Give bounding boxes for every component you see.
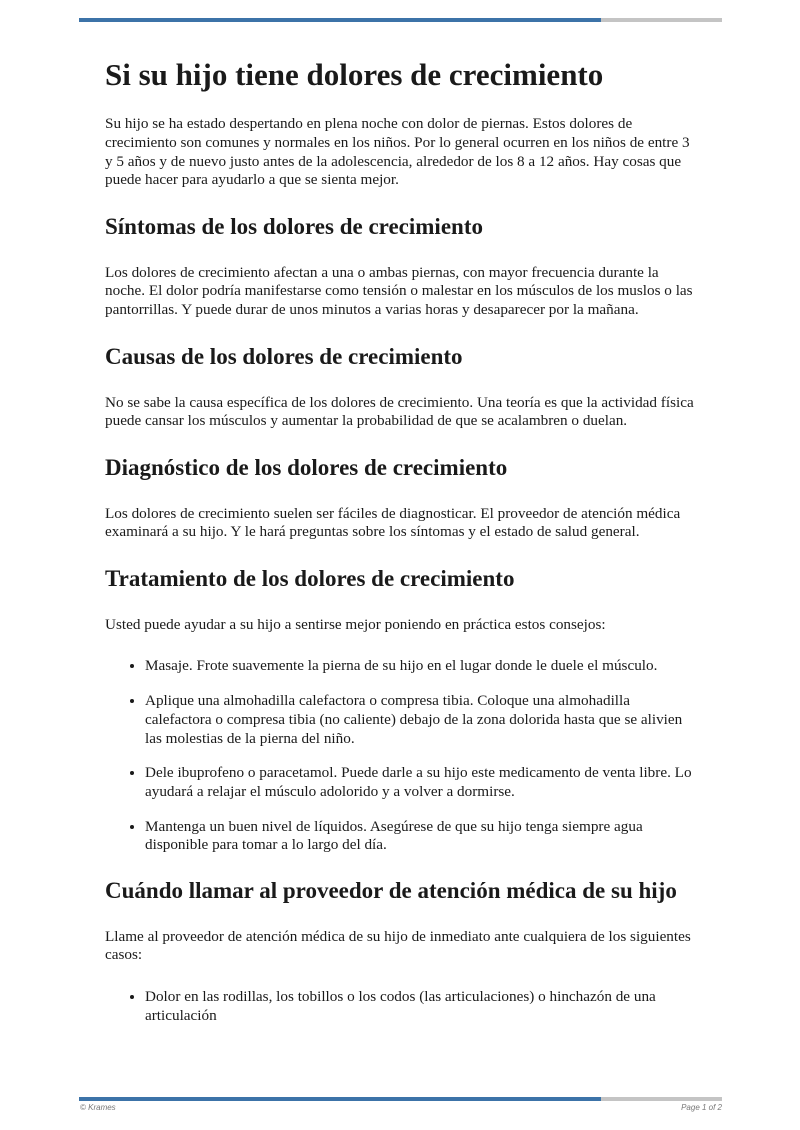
- list-item: • Masaje. Frote suavemente la pierna de su hijo en el lugar donde le duele el músculo.: [145, 657, 697, 676]
- section-heading-treatment: Tratamiento de los dolores de crecimiento: [105, 566, 515, 591]
- section-text-symptoms: Los dolores de crecimiento afectan a una o ambas piernas, con mayor frecuencia durante la noche. El dolor podría manifestarse como tensión o malestar en los músculos de los muslos o las pantorrillas. Y puede durar de unos minutos a varias horas y desaparecer por la mañana.: [105, 263, 693, 319]
- section-heading-symptoms: Síntomas de los dolores de crecimiento: [105, 213, 483, 239]
- list-item: • Dele ibuprofeno o paracetamol. Puede darle a su hijo este medicamento de venta libre. Lo ayudará a relajar el músculo adolorido y a volver a dormirse.: [145, 764, 697, 801]
- footer-rule-accent: [79, 1097, 601, 1101]
- footer-copyright: © Krames: [80, 1103, 116, 1112]
- list-item: • Dolor en las rodillas, los tobillos o los codos (las articulaciones) o hinchazón de una articulación: [145, 988, 697, 1025]
- page-title: Si su hijo tiene dolores de crecimiento: [105, 57, 604, 92]
- section-heading-diagnosis: Diagnóstico de los dolores de crecimiento: [105, 454, 508, 480]
- list-item: • Mantenga un buen nivel de líquidos. Asegúrese de que su hijo tenga siempre agua disponible para tomar a lo largo del día.: [145, 818, 697, 855]
- when-to-call-list: [105, 988, 697, 1025]
- list-item: • Aplique una almohadilla calefactora o compresa tibia. Coloque una almohadilla calefactora o compresa tibia (no caliente) debajo de la zona dolorida hasta que se alivien las molestias de la pierna del niño.: [145, 692, 697, 748]
- intro-paragraph: Su hijo se ha estado despertando en plena noche con dolor de piernas. Estos dolores de crecimiento son comunes y normales en los niños. Por lo general ocurren en los niños de entre 3 y 5 años y de nuevo justo antes de la adolescencia, alrededor de los 8 a 12 años. Hay cosas que puede hacer para ayudarlo a que se sienta mejor.: [105, 115, 690, 189]
- footer-rule: [79, 1097, 722, 1101]
- section-text-causes: No se sabe la causa específica de los dolores de crecimiento. Una teoría es que la actividad física puede cansar los músculos y aumentar la probabilidad de que se acalambren o duelan.: [105, 393, 694, 430]
- section-heading-causes: Causas de los dolores de crecimiento: [105, 343, 463, 369]
- section-text-treatment: Usted puede ayudar a su hijo a sentirse mejor poniendo en práctica estos consejos:: [105, 615, 606, 633]
- section-text-when-to-call: Llame al proveedor de atención médica de su hijo de inmediato ante cualquiera de los siguientes casos:: [105, 927, 691, 964]
- header-rule: [79, 18, 722, 22]
- document-body: [105, 56, 697, 1047]
- footer-page-number: Page 1 of 2: [681, 1103, 722, 1112]
- section-heading-when-to-call: Cuándo llamar al proveedor de atención médica de su hijo: [105, 877, 677, 903]
- treatment-list: [105, 657, 697, 855]
- header-rule-accent: [79, 18, 601, 22]
- section-text-diagnosis: Los dolores de crecimiento suelen ser fáciles de diagnosticar. El proveedor de atención médica examinará a su hijo. Y le hará preguntas sobre los síntomas y el estado de salud general.: [105, 504, 681, 541]
